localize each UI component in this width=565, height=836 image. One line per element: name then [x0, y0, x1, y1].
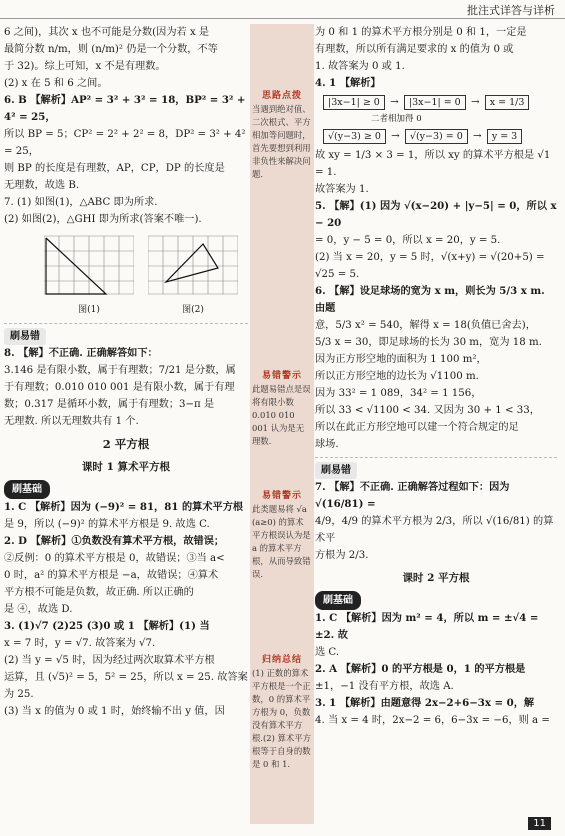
side-note-heading: 易错警示: [261, 371, 302, 381]
text-line: 所以正方形空地的边长为 √1100 m.: [315, 371, 479, 382]
page-number: 11: [528, 817, 551, 830]
text-line: 4/9，4/9 的算术平方根为 2/3，所以 √(16/81) 的算术平: [315, 516, 554, 544]
text-line: 1. 故答案为 0 或 1.: [315, 61, 405, 72]
answer-7: 7. (1) 如图(1)，△ABC 即为所求.: [4, 197, 158, 208]
flow-box: x = 1/3: [485, 95, 530, 110]
section-easy-mistakes: 刷易错: [4, 328, 46, 345]
side-note-1: [252, 90, 312, 181]
answer-8: 8. 【解】不正确. 正确解答如下：: [4, 347, 158, 359]
answer-2: 2. D 【解析】①负数没有算术平方根，故错误；: [4, 535, 225, 547]
text-line: (2) 如图(2)，△GHI 即为所求(答案不唯一).: [4, 214, 202, 225]
text-line: 无理数，故选 B.: [4, 180, 80, 191]
text-line: (3) 当 x 的值为 0 或 1 时，始终输不出 y 值，因: [4, 706, 225, 717]
page-header: 批注式详答与详析: [467, 4, 555, 17]
text-line: 于 32)。综上可知，x 不是有理数。: [4, 61, 166, 72]
side-note-text: 此类题易将 √a (a≥0) 的算术平方根误认为是 a 的算术平方根，从而导致错误.: [252, 504, 311, 579]
text-line: 为 25.: [4, 689, 34, 700]
flow-note: 二者相加得 0: [371, 114, 422, 124]
side-note-heading: 思路点拨: [261, 91, 302, 101]
text-line: 5/3 x = 30，即足球场的长为 30 m，宽为 18 m.: [315, 337, 542, 348]
text-line: 有理数，所以所有满足要求的 x 的值为 0 或: [315, 44, 514, 55]
text-line: 球场.: [315, 439, 339, 450]
section-basics: 刷基础: [4, 480, 50, 499]
figure-2: [148, 234, 238, 319]
side-note-3: [252, 490, 312, 581]
text-line: 故 xy = 1/3 × 3 = 1，所以 xy 的算术平方根是 √1 = 1.: [315, 150, 551, 178]
answer-3: 3. 1 【解析】由题意得 2x−2+6−3x = 0，解: [315, 697, 535, 709]
chapter-title: 2 平方根: [102, 437, 150, 451]
figure-1-caption: 图(1): [78, 305, 100, 315]
side-note-heading: 易错警示: [261, 491, 302, 501]
text-line: (2) 当 x = 20，y = 5 时，√(x+y) = √(20+5) =: [315, 252, 545, 263]
figures: [44, 234, 248, 319]
section-easy-mistakes: 刷易错: [315, 462, 357, 479]
answer-2: 2. A 【解析】0 的平方根是 0，1 的平方根是: [315, 663, 526, 675]
answer-7: 7. 【解】不正确. 正确解答过程如下：因为 √(16/81) =: [315, 481, 510, 510]
text-line: 所以 BP = 5；CP² = 2² + 2² = 8，DP² = 3² + 4² = 25，: [4, 129, 246, 157]
text-line: 4. 当 x = 4 时，2x−2 = 6，6−3x = −6，则 a =: [315, 715, 550, 726]
text-line: 因为正方形空地的面积为 1 100 m²，: [315, 354, 487, 365]
answer-1: 1. C 【解析】因为 (−9)² = 81，81 的算术平方根: [4, 501, 244, 513]
text-line: (2) 当 y = √5 时，因为经过两次取算术平方根: [4, 655, 215, 666]
text-line: = 0，y − 5 = 0，所以 x = 20，y = 5.: [315, 235, 501, 246]
text-line: 3.146 是有限小数，属于有理数；7/21 是分数，属: [4, 365, 236, 376]
text-line: x = 7 时，y = √7. 故答案为 √7.: [4, 638, 156, 649]
side-note-text: 当遇到绝对值、二次根式、平方相加等问题时，首先要想到利用非负性来解决问题.: [252, 104, 311, 179]
text-line: 则 BP 的长度是有理数，AP，CP，DP 的长度是: [4, 163, 225, 174]
figure-1: [44, 234, 134, 319]
text-line: 运算，且 (√5)² = 5，5² = 25，所以 x = 25. 故答案: [4, 672, 248, 683]
answer-6: 6. 【解】设足球场的宽为 x m，则长为 5/3 x m. 由题: [315, 285, 545, 314]
lesson-title: 课时 2 平方根: [402, 572, 470, 584]
answer-4: 4. 1 【解析】: [315, 77, 381, 89]
answer-1: 1. C 【解析】因为 m² = 4，所以 m = ±√4 = ±2. 故: [315, 612, 539, 641]
divider: [4, 323, 248, 324]
text-line: 0 时，a² 的算术平方根是 −a，故错误；④算术: [4, 570, 219, 581]
reasoning-flow: |3x−1| ≥ 0 → |3x−1| = 0 → x = 1/3 二者相加得 0 √(y−3) ≥ 0 → √(y−3) = 0 → y = 3: [321, 94, 557, 145]
text-line: 数；0.317 是循环小数，属于有理数；3−π 是: [4, 399, 215, 410]
text-line: 最简分数 n/m，则 (n/m)² 仍是一个分数，不等: [4, 44, 218, 55]
lesson-title: 课时 1 算术平方根: [81, 461, 171, 473]
text-line: 因为 33² = 1 089，34² = 1 156，: [315, 388, 482, 399]
divider: [315, 457, 557, 458]
text-line: 于有理数；0.010 010 001 是有限小数，属于有理: [4, 382, 235, 393]
text-line: ±1，−1 没有平方根，故选 A.: [315, 681, 454, 692]
text-line: 意，5/3 x² = 540，解得 x = 18(负值已舍去)，: [315, 320, 536, 331]
left-column: [4, 24, 248, 720]
side-notes-strip: [250, 24, 314, 824]
text-line: √25 = 5.: [315, 269, 360, 280]
flow-box: |3x−1| ≥ 0: [323, 95, 385, 110]
text-line: 所以 33 < √1100 < 34. 又因为 30 + 1 < 33，: [315, 405, 540, 416]
text-line: 6 之间)，其次 x 也不可能是分数(因为若 x 是: [4, 27, 210, 38]
flow-box: |3x−1| = 0: [404, 95, 466, 110]
figure-2-caption: 图(2): [182, 305, 204, 315]
text-line: 所以在此正方形空地可以建一个符合规定的足: [315, 422, 519, 433]
flow-box: √(y−3) = 0: [405, 129, 468, 144]
text-line: (2) x 在 5 和 6 之间。: [4, 78, 108, 89]
side-note-2: [252, 370, 312, 448]
answer-5: 5. 【解】(1) 因为 √(x−20) + |y−5| = 0，所以 x − 20: [315, 200, 557, 229]
text-line: 是 9，所以 (−9)² 的算术平方根是 9. 故选 C.: [4, 519, 210, 530]
side-note-heading: 归纳总结: [261, 655, 302, 665]
side-note-4: [252, 654, 312, 771]
text-line: 无理数. 所以无理数共有 1 个.: [4, 416, 139, 427]
flow-box: y = 3: [487, 129, 522, 144]
text-line: 故答案为 1.: [315, 184, 369, 195]
text-line: 为 0 和 1 的算术平方根分别是 0 和 1，一定是: [315, 27, 527, 38]
side-note-text: (1) 正数的算术平方根是一个正数，0 的算术平方根为 0，负数没有算术平方根.(2) 算术平方根等于自身的数是 0 和 1.: [252, 668, 312, 769]
answer-3: 3. (1)√7 (2)25 (3)0 或 1 【解析】(1) 当: [4, 620, 210, 632]
text-line: 方根为 2/3.: [315, 550, 369, 561]
section-basics: 刷基础: [315, 591, 361, 610]
right-column: [315, 24, 557, 729]
flow-box: √(y−3) ≥ 0: [323, 129, 386, 144]
text-line: 平方根不可能是负数，故正确. 所以正确的: [4, 587, 194, 598]
text-line: 是 ④，故选 D.: [4, 604, 73, 615]
text-line: ②反例：0 的算术平方根是 0，故错误；③当 a<: [4, 553, 225, 564]
side-note-text: 此题易错点是误将有限小数 0.010 010 001 认为是无理数.: [252, 384, 311, 446]
grid-figure-2: [148, 234, 238, 296]
answer-6: 6. B 【解析】AP² = 3² + 3² = 18，BP² = 3² + 4² = 25，: [4, 94, 246, 123]
header-rule: [0, 18, 565, 19]
text-line: 选 C.: [315, 647, 340, 658]
grid-figure-1: [44, 234, 134, 296]
